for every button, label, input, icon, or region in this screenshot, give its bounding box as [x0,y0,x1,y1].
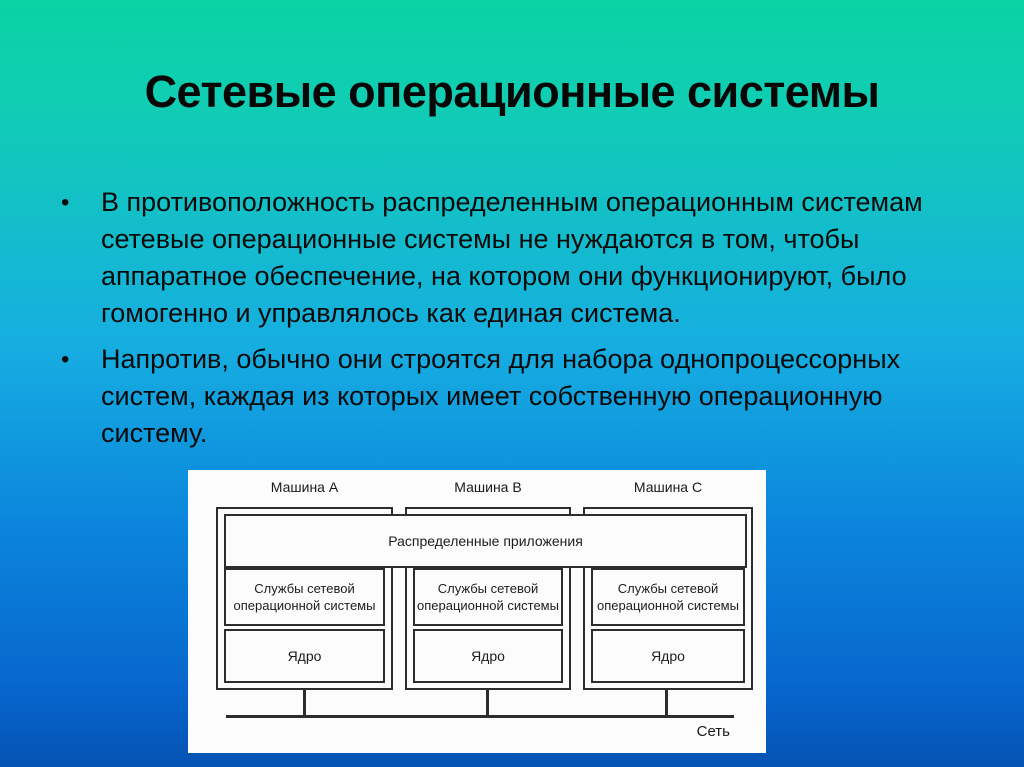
os-architecture-diagram [188,470,766,753]
network-label: Сеть [696,723,730,740]
bullet-text: Напротив, обычно они строятся для набора однопроцессорных систем, каждая из которых имеет собственную операционную систему. [101,344,901,448]
bullet-item [58,341,944,452]
bullet-marker: • [61,346,70,373]
kernel-box: Ядро [413,629,563,683]
network-bus-line [226,715,734,718]
network-connector-line [303,690,306,716]
machine-b-label: Машина B [454,479,522,495]
bullet-item [58,184,944,332]
network-os-services-box: Службы сетевой операционной системы [224,568,385,626]
bullet-list [58,184,944,461]
bullet-marker: • [61,189,70,216]
kernel-box: Ядро [224,629,385,683]
machine-a-label: Машина A [270,479,339,495]
network-os-services-box: Службы сетевой операционной системы [591,568,745,626]
bullet-text: В противоположность распределенным операционным системам сетевые операционные системы не нуждаются в том, чтобы аппаратное обеспечение, на котором они функционируют, было гомогенно и управлялось как единая система. [101,187,923,328]
network-os-services-box: Службы сетевой операционной системы [413,568,563,626]
slide-title: Сетевые операционные системы [144,66,880,117]
machine-c-label: Машина C [633,479,703,495]
kernel-box: Ядро [591,629,745,683]
distributed-apps-box: Распределенные приложения [224,514,747,568]
network-connector-line [665,690,668,716]
network-connector-line [486,690,489,716]
